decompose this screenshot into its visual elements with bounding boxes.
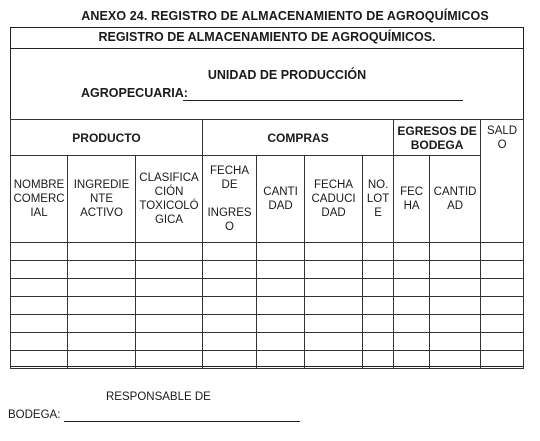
column-label-line: CANTI xyxy=(263,186,298,198)
table-cell[interactable] xyxy=(363,261,394,279)
table-cell[interactable] xyxy=(257,279,305,297)
responsible-label: RESPONSABLE DE xyxy=(106,391,211,403)
column-label-line: NTE xyxy=(90,193,113,205)
register-table xyxy=(10,119,524,369)
table-cell[interactable] xyxy=(481,351,524,369)
responsible-signature-line[interactable] xyxy=(64,421,300,422)
table-cell[interactable] xyxy=(136,351,203,369)
table-cell[interactable] xyxy=(305,297,363,315)
table-cell[interactable] xyxy=(363,243,394,261)
storage-register-form xyxy=(10,27,524,367)
table-cell[interactable] xyxy=(430,333,481,351)
table-cell[interactable] xyxy=(394,333,430,351)
table-cell[interactable] xyxy=(363,315,394,333)
table-cell[interactable] xyxy=(203,297,257,315)
agropecuaria-input-line[interactable] xyxy=(183,100,463,101)
agropecuaria-label: AGROPECUARIA: xyxy=(81,86,188,100)
table-cell[interactable] xyxy=(363,351,394,369)
table-cell[interactable] xyxy=(68,279,136,297)
table-cell[interactable] xyxy=(363,279,394,297)
table-cell[interactable] xyxy=(11,333,68,351)
table-cell[interactable] xyxy=(68,261,136,279)
table-cell[interactable] xyxy=(136,279,203,297)
table-cell[interactable] xyxy=(203,351,257,369)
annex-title: ANEXO 24. REGISTRO DE ALMACENAMIENTO DE AGROQUÍMICOS xyxy=(81,9,489,23)
table-row xyxy=(11,351,524,369)
table-cell[interactable] xyxy=(481,333,524,351)
column-fecha-egreso xyxy=(394,156,430,243)
column-label-line: INGRES xyxy=(207,207,252,219)
table-cell[interactable] xyxy=(68,243,136,261)
table-cell[interactable] xyxy=(257,333,305,351)
table-cell[interactable] xyxy=(481,315,524,333)
table-row xyxy=(11,315,524,333)
column-label-line: INGREDIE xyxy=(73,179,130,191)
table-cell[interactable] xyxy=(430,279,481,297)
column-ingrediente-activo xyxy=(68,156,136,243)
table-cell[interactable] xyxy=(68,333,136,351)
column-cantidad-compras xyxy=(257,156,305,243)
table-cell[interactable] xyxy=(394,351,430,369)
column-label-line: NOMBRE xyxy=(13,179,65,191)
column-fecha-caducidad xyxy=(305,156,363,243)
table-cell[interactable] xyxy=(203,261,257,279)
column-label-line: E xyxy=(374,207,382,219)
column-label-line: FECHA xyxy=(314,179,354,191)
table-cell[interactable] xyxy=(363,297,394,315)
group-compras: COMPRAS xyxy=(203,120,394,156)
column-label-line: NO. xyxy=(367,179,389,191)
table-cell[interactable] xyxy=(481,243,524,261)
table-row xyxy=(11,261,524,279)
column-label-line: AD xyxy=(447,200,464,212)
column-label-line: LOT xyxy=(366,193,390,205)
table-cell[interactable] xyxy=(11,243,68,261)
table-cell[interactable] xyxy=(203,279,257,297)
column-label-line: CADUCI xyxy=(311,193,356,205)
table-cell[interactable] xyxy=(11,315,68,333)
table-cell[interactable] xyxy=(136,297,203,315)
table-cell[interactable] xyxy=(430,315,481,333)
title-divider xyxy=(11,48,523,49)
table-cell[interactable] xyxy=(305,333,363,351)
form-title: REGISTRO DE ALMACENAMIENTO DE AGROQUÍMICOS. xyxy=(98,30,436,44)
column-nombre-comercial xyxy=(11,156,68,243)
table-cell[interactable] xyxy=(203,333,257,351)
column-header-row xyxy=(11,156,524,243)
table-cell[interactable] xyxy=(394,261,430,279)
table-cell[interactable] xyxy=(68,351,136,369)
table-cell[interactable] xyxy=(257,315,305,333)
table-cell[interactable] xyxy=(430,297,481,315)
table-cell[interactable] xyxy=(394,297,430,315)
table-cell[interactable] xyxy=(430,243,481,261)
column-saldo xyxy=(481,120,524,243)
table-cell[interactable] xyxy=(481,297,524,315)
table-cell[interactable] xyxy=(11,297,68,315)
table-cell[interactable] xyxy=(136,315,203,333)
saldo-line-2: O xyxy=(497,139,507,151)
table-cell[interactable] xyxy=(11,279,68,297)
table-cell[interactable] xyxy=(257,297,305,315)
table-cell[interactable] xyxy=(257,261,305,279)
table-cell[interactable] xyxy=(305,279,363,297)
group-egresos: EGRESOS DE BODEGA xyxy=(394,120,481,156)
saldo-line-1: SALD xyxy=(487,125,518,137)
table-cell[interactable] xyxy=(305,315,363,333)
column-label-line: CIÓN xyxy=(154,186,184,198)
table-cell[interactable] xyxy=(11,351,68,369)
table-cell[interactable] xyxy=(257,243,305,261)
table-cell[interactable] xyxy=(430,351,481,369)
column-label-line: FEC xyxy=(400,186,424,198)
group-header-row xyxy=(11,120,524,156)
table-cell[interactable] xyxy=(481,261,524,279)
column-label-line: GICA xyxy=(154,214,184,226)
column-fecha-ingreso xyxy=(203,156,257,243)
column-label-line: DAD xyxy=(268,200,293,212)
table-cell[interactable] xyxy=(68,315,136,333)
column-cantidad-egreso xyxy=(430,156,481,243)
table-cell[interactable] xyxy=(11,261,68,279)
column-label-line: HA xyxy=(403,200,420,212)
table-cell[interactable] xyxy=(363,333,394,351)
table-cell[interactable] xyxy=(68,297,136,315)
table-cell[interactable] xyxy=(257,351,305,369)
table-cell[interactable] xyxy=(394,243,430,261)
table-cell[interactable] xyxy=(136,333,203,351)
column-label-line: CLASIFICA xyxy=(139,172,199,184)
table-cell[interactable] xyxy=(394,315,430,333)
column-label-line: CANTID xyxy=(433,186,477,198)
bodega-label: BODEGA: xyxy=(8,409,61,421)
column-label-line: TOXICOLÓ xyxy=(139,200,199,212)
table-row xyxy=(11,297,524,315)
column-label-line: FECHA xyxy=(210,165,250,177)
table-cell[interactable] xyxy=(481,279,524,297)
column-clasificacion-toxicologica xyxy=(136,156,203,243)
column-no-lote xyxy=(363,156,394,243)
column-label-line: ACTIVO xyxy=(80,207,123,219)
column-label-line: DE xyxy=(221,179,238,191)
table-cell[interactable] xyxy=(394,279,430,297)
production-unit-label: UNIDAD DE PRODUCCIÓN xyxy=(207,68,367,82)
table-cell[interactable] xyxy=(136,243,203,261)
table-cell[interactable] xyxy=(305,261,363,279)
table-row xyxy=(11,279,524,297)
table-cell[interactable] xyxy=(305,351,363,369)
column-label-line: COMERC xyxy=(13,193,65,205)
column-label-line: O xyxy=(225,221,234,233)
table-cell[interactable] xyxy=(430,261,481,279)
table-cell[interactable] xyxy=(305,243,363,261)
table-row xyxy=(11,333,524,351)
column-label-line: IAL xyxy=(30,207,48,219)
table-cell[interactable] xyxy=(203,315,257,333)
column-label-line: DAD xyxy=(321,207,346,219)
column-label-line xyxy=(203,192,256,206)
table-cell[interactable] xyxy=(136,261,203,279)
table-cell[interactable] xyxy=(203,243,257,261)
table-row xyxy=(11,243,524,261)
group-producto: PRODUCTO xyxy=(11,120,203,156)
